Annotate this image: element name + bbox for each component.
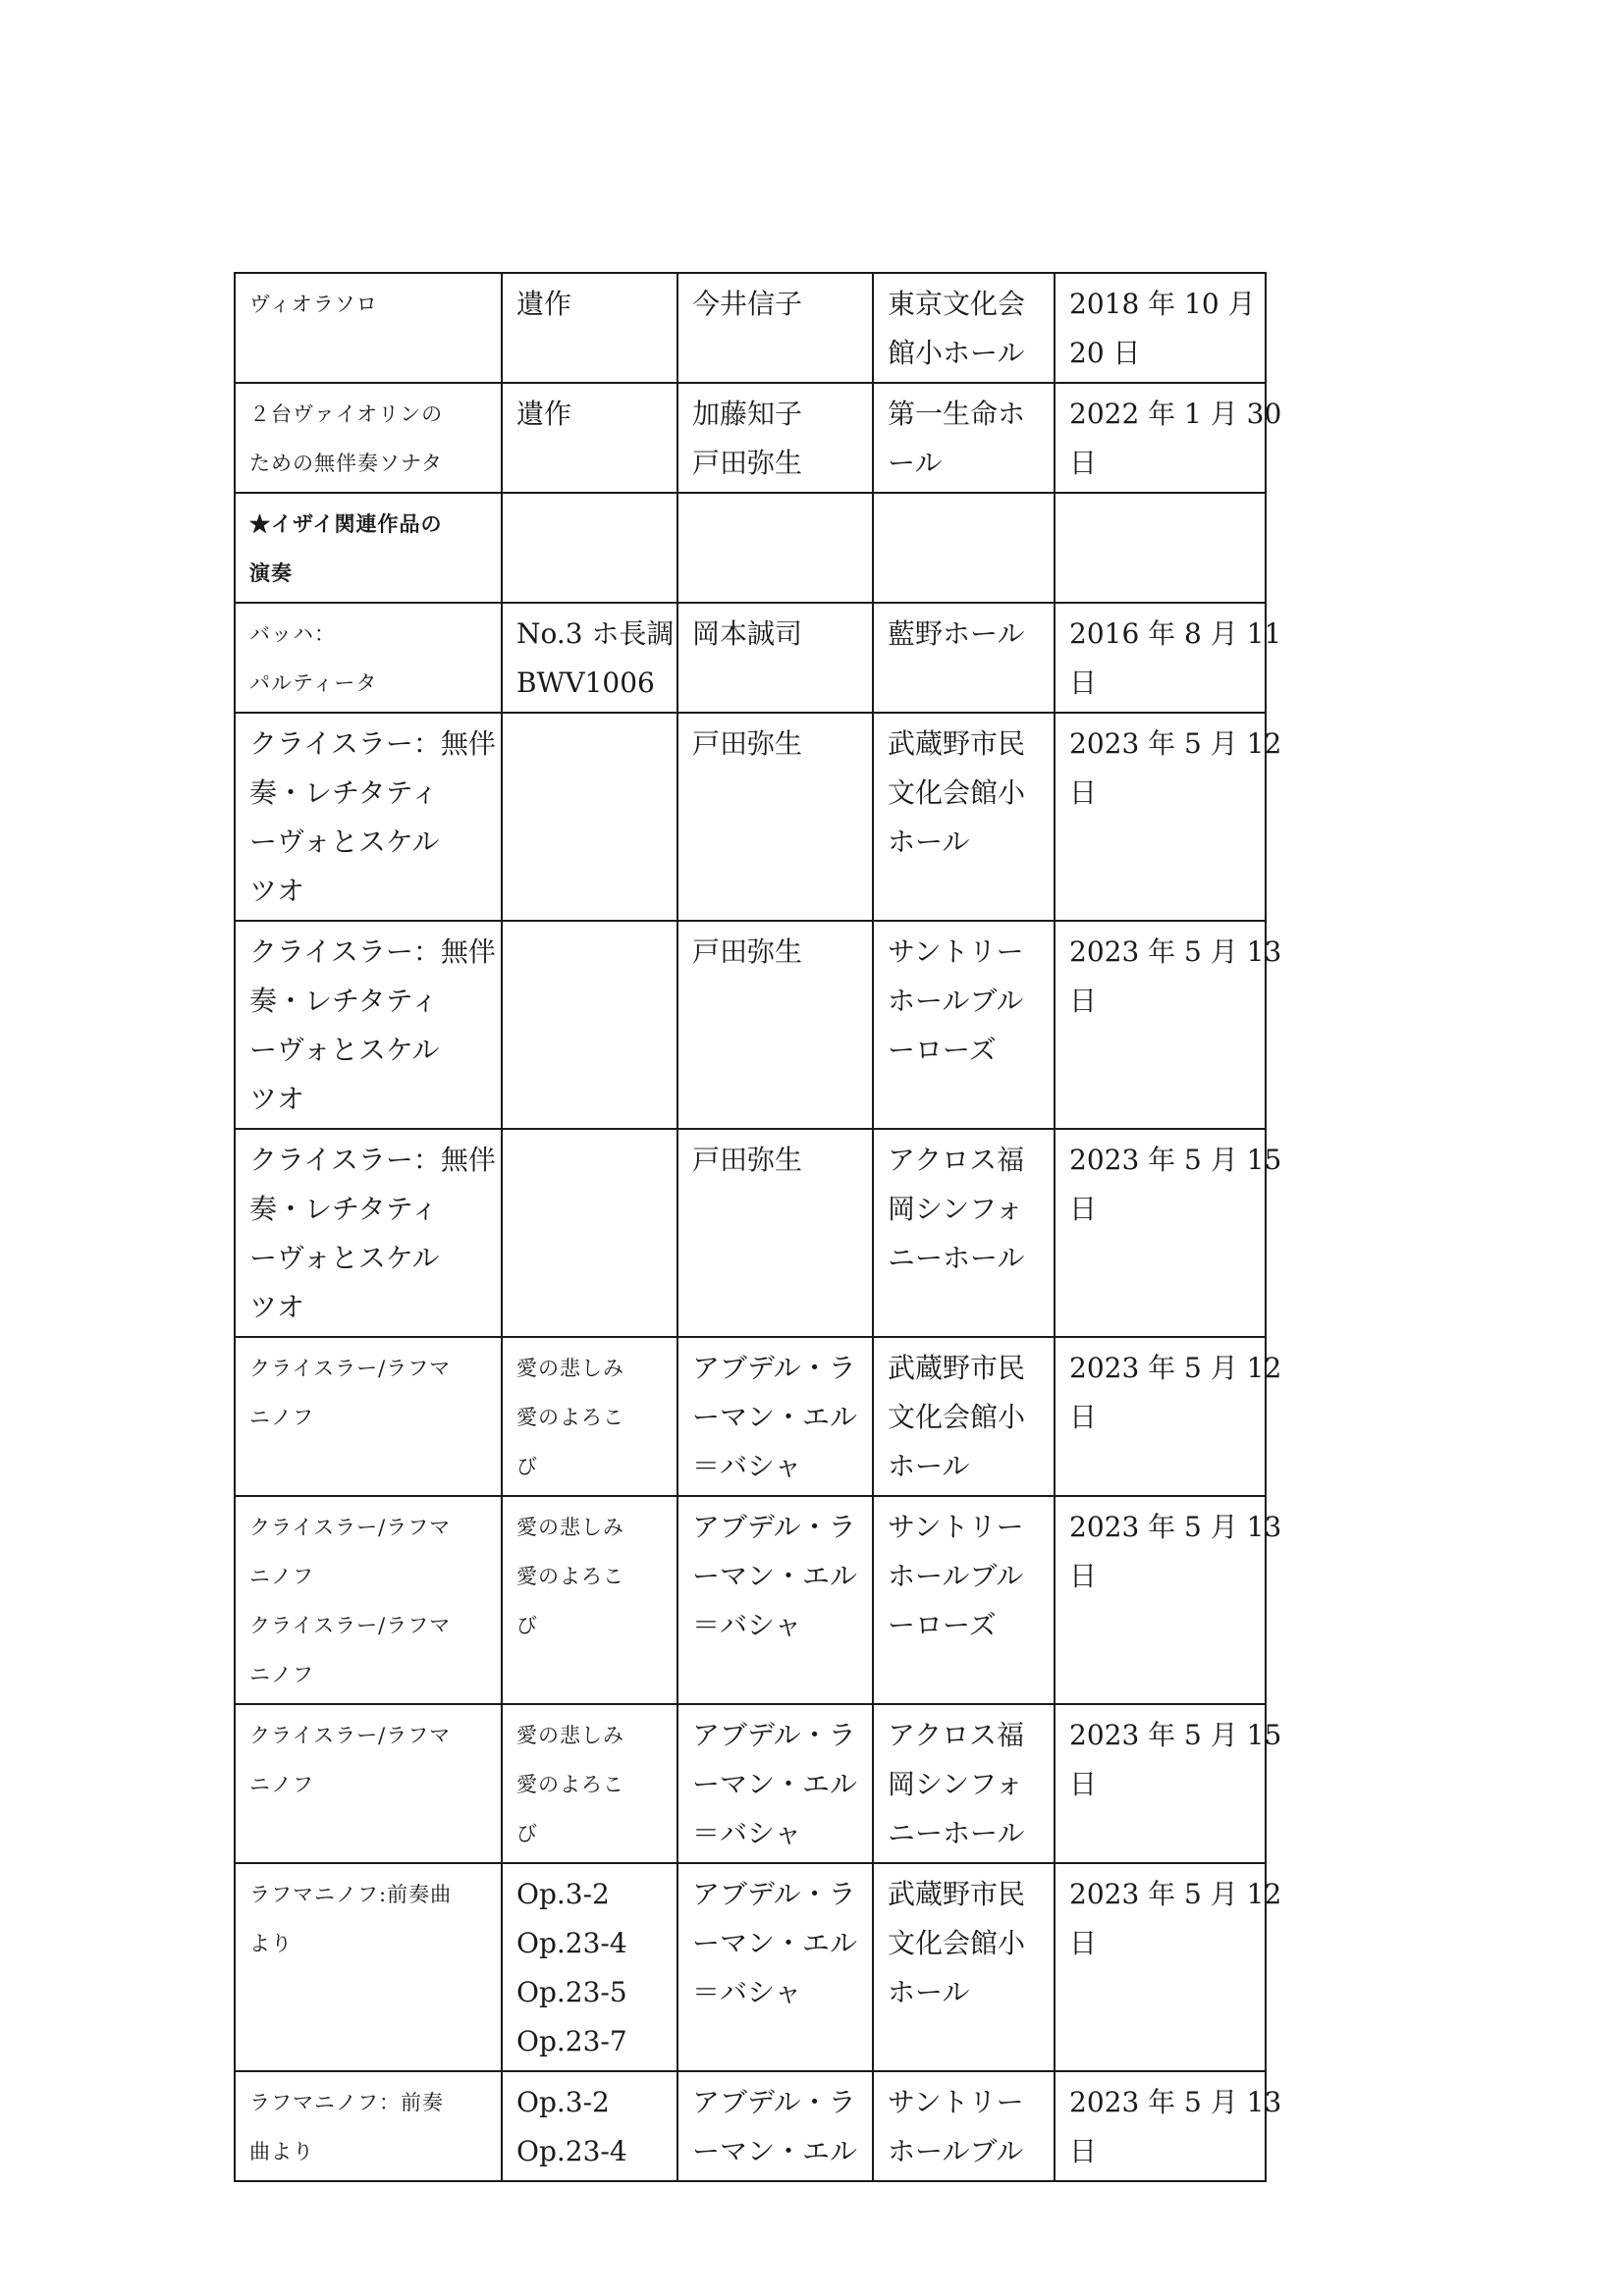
work-cell xyxy=(235,2071,502,2181)
cell-text-line: 今井信子 xyxy=(692,288,803,320)
performer-cell xyxy=(677,383,873,493)
cell-text-line: ヴィオラソロ xyxy=(249,293,378,316)
table-row xyxy=(235,1863,1266,2071)
cell-text-line: 岡本誠司 xyxy=(692,617,803,650)
venue-cell xyxy=(873,921,1055,1129)
work-cell xyxy=(235,1337,502,1496)
venue-cell xyxy=(873,603,1055,713)
cell-text-line: ーヴォとスケル xyxy=(249,1034,440,1066)
venue-cell xyxy=(873,1496,1055,1704)
cell-text-line: ーローズ xyxy=(888,1609,997,1641)
cell-text-line: 日 xyxy=(1069,985,1098,1017)
venue-cell xyxy=(873,1337,1055,1496)
cell-text-line: 2023 年 5 月 13 xyxy=(1069,2086,1282,2118)
cell-text-line: ニノフ xyxy=(249,1773,314,1796)
table-row xyxy=(235,273,1266,383)
performer-cell xyxy=(677,1129,873,1337)
cell-text-line: 日 xyxy=(1069,1927,1098,1959)
piece-cell xyxy=(502,2071,677,2181)
cell-text-line: 日 xyxy=(1069,1560,1098,1592)
cell-text-line: 2023 年 5 月 12 xyxy=(1069,727,1282,760)
cell-text-line: 2023 年 5 月 13 xyxy=(1069,1511,1282,1543)
date-cell xyxy=(1055,1704,1282,1863)
cell-text-line: サントリー xyxy=(888,2086,1024,2118)
cell-text-line: 日 xyxy=(1069,776,1098,809)
cell-text-line: サントリー xyxy=(888,1511,1024,1543)
table-row xyxy=(235,2071,1266,2181)
performer-cell xyxy=(677,2071,873,2181)
cell-text-line: ＝バシャ xyxy=(692,1609,802,1641)
cell-text-line: より xyxy=(249,1932,293,1955)
cell-text-line: ツオ xyxy=(249,1083,305,1115)
date-cell xyxy=(1055,713,1282,921)
piece-cell xyxy=(502,383,677,493)
cell-text-line: 2023 年 5 月 12 xyxy=(1069,1878,1282,1910)
table-body xyxy=(235,273,1282,2181)
cell-text-line: 2023 年 5 月 15 xyxy=(1069,1144,1282,1176)
performer-cell xyxy=(677,921,873,1129)
venue-cell xyxy=(873,1129,1055,1337)
cell-text-line: 戸田弥生 xyxy=(692,727,803,760)
cell-text-line: No.3 ホ長調 xyxy=(516,617,675,650)
cell-text-line: 日 xyxy=(1069,2135,1098,2167)
piece-cell xyxy=(502,1337,677,1496)
table-row xyxy=(235,603,1266,713)
cell-text-line: 藍野ホール xyxy=(888,617,1025,650)
cell-text-line: 第一生命ホ xyxy=(888,398,1026,430)
cell-text-line: アクロス福 xyxy=(888,1144,1025,1176)
cell-text-line: ホールブル xyxy=(888,985,1024,1017)
cell-text-line: 遺作 xyxy=(516,398,572,430)
cell-text-line: 岡シンフォ xyxy=(888,1193,1023,1225)
work-cell xyxy=(235,1496,502,1704)
performer-cell xyxy=(677,493,873,603)
cell-text-line: 演奏 xyxy=(249,561,293,585)
date-cell xyxy=(1055,273,1266,383)
cell-text-line: ホールブル xyxy=(888,2135,1024,2167)
cell-text-line: び xyxy=(516,1614,538,1637)
venue-cell xyxy=(873,1863,1055,2071)
cell-text-line: ーマン・エル xyxy=(692,2135,858,2167)
cell-text-line: ーマン・エル xyxy=(692,1768,858,1800)
cell-text-line: ーヴォとスケル xyxy=(249,826,440,858)
cell-text-line: 日 xyxy=(1069,447,1098,479)
cell-text-line: 加藤知子 xyxy=(692,398,803,430)
cell-text-line: ＝バシャ xyxy=(692,1976,802,2008)
cell-text-line: 2023 年 5 月 13 xyxy=(1069,935,1282,968)
cell-text-line: 岡シンフォ xyxy=(888,1768,1023,1800)
cell-text-line: クライスラー/ラフマ xyxy=(249,1357,452,1380)
work-cell xyxy=(235,1129,502,1337)
cell-text-line: ツオ xyxy=(249,1291,305,1323)
cell-text-line: び xyxy=(516,1822,538,1845)
cell-text-line: 戸田弥生 xyxy=(692,447,803,479)
cell-text-line: 文化会館小 xyxy=(888,776,1026,809)
performer-cell xyxy=(677,273,873,383)
cell-text-line: ホールブル xyxy=(888,1560,1024,1592)
cell-text-line: アブデル・ラ xyxy=(692,2086,856,2118)
cell-text-line: び xyxy=(516,1455,538,1478)
date-cell xyxy=(1055,1863,1282,2071)
cell-text-line: アブデル・ラ xyxy=(692,1878,856,1910)
cell-text-line: Op.3-2 xyxy=(516,2086,610,2118)
date-cell xyxy=(1055,921,1282,1129)
cell-text-line: 武蔵野市民 xyxy=(888,1352,1026,1384)
piece-cell xyxy=(502,921,677,1129)
venue-cell xyxy=(873,383,1055,493)
cell-text-line: 日 xyxy=(1069,667,1098,699)
cell-text-line: 日 xyxy=(1069,1401,1098,1433)
date-cell xyxy=(1055,603,1282,713)
date-cell xyxy=(1055,1129,1282,1337)
cell-text-line: ホール xyxy=(888,1976,970,2008)
cell-text-line: 文化会館小 xyxy=(888,1401,1026,1433)
cell-text-line: クライスラー：無伴 xyxy=(249,1144,496,1176)
date-cell xyxy=(1055,2071,1282,2181)
cell-text-line: 愛のよろこ xyxy=(516,1406,624,1429)
performer-cell xyxy=(677,603,873,713)
performer-cell xyxy=(677,1704,873,1863)
cell-text-line: アブデル・ラ xyxy=(692,1719,856,1751)
cell-text-line: ２台ヴァイオリンの xyxy=(249,402,444,426)
cell-text-line: 愛の悲しみ xyxy=(516,1724,624,1747)
cell-text-line: ホール xyxy=(888,826,970,858)
cell-text-line: 館小ホール xyxy=(888,337,1025,369)
cell-text-line: Op.23-4 xyxy=(516,2135,627,2167)
work-cell xyxy=(235,383,502,493)
cell-text-line: 日 xyxy=(1069,1193,1098,1225)
piece-cell xyxy=(502,603,677,713)
cell-text-line: 愛の悲しみ xyxy=(516,1516,624,1539)
piece-cell xyxy=(502,1704,677,1863)
venue-cell xyxy=(873,1704,1055,1863)
cell-text-line: 20 日 xyxy=(1069,337,1141,369)
cell-text-line: アブデル・ラ xyxy=(692,1511,856,1543)
table-row xyxy=(235,713,1266,921)
cell-text-line: BWV1006 xyxy=(516,667,655,699)
venue-cell xyxy=(873,713,1055,921)
cell-text-line: アクロス福 xyxy=(888,1719,1025,1751)
cell-text-line: 奏・レチタティ xyxy=(249,985,439,1017)
cell-text-line: 2023 年 5 月 15 xyxy=(1069,1719,1282,1751)
cell-text-line: 武蔵野市民 xyxy=(888,1878,1026,1910)
work-cell xyxy=(235,713,502,921)
cell-text-line: 2022 年 1 月 30 xyxy=(1069,398,1282,430)
table-row xyxy=(235,1337,1266,1496)
cell-text-line: ール xyxy=(888,447,943,479)
date-cell xyxy=(1055,383,1282,493)
cell-text-line: ★イザイ関連作品の xyxy=(249,511,443,536)
work-cell xyxy=(235,273,502,383)
cell-text-line: アブデル・ラ xyxy=(692,1352,856,1384)
cell-text-line: ーローズ xyxy=(888,1034,997,1066)
cell-text-line: パルティータ xyxy=(249,671,378,695)
cell-text-line: 文化会館小 xyxy=(888,1927,1026,1959)
performer-cell xyxy=(677,1863,873,2071)
piece-cell xyxy=(502,493,677,603)
performer-cell xyxy=(677,1337,873,1496)
cell-text-line: ＝バシャ xyxy=(692,1817,802,1849)
cell-text-line: 戸田弥生 xyxy=(692,1144,803,1176)
cell-text-line: 戸田弥生 xyxy=(692,935,803,968)
venue-cell xyxy=(873,2071,1055,2181)
cell-text-line: バッハ： xyxy=(249,622,336,646)
cell-text-line: クライスラー/ラフマ xyxy=(249,1516,452,1539)
cell-text-line: 遺作 xyxy=(516,288,572,320)
date-cell xyxy=(1055,1496,1282,1704)
cell-text-line: 東京文化会 xyxy=(888,288,1026,320)
table-row xyxy=(235,1704,1266,1863)
piece-cell xyxy=(502,1129,677,1337)
cell-text-line: ニノフ xyxy=(249,1406,314,1429)
cell-text-line: 愛の悲しみ xyxy=(516,1357,624,1380)
work-cell xyxy=(235,1863,502,2071)
work-cell xyxy=(235,921,502,1129)
cell-text-line: ホール xyxy=(888,1450,970,1482)
cell-text-line: 武蔵野市民 xyxy=(888,727,1026,760)
cell-text-line: 愛のよろこ xyxy=(516,1565,624,1588)
table-row xyxy=(235,383,1266,493)
cell-text-line: Op.23-7 xyxy=(516,2025,627,2057)
cell-text-line: ーマン・エル xyxy=(692,1401,858,1433)
cell-text-line: 日 xyxy=(1069,1768,1098,1800)
cell-text-line: 曲より xyxy=(249,2140,314,2163)
cell-text-line: ＝バシャ xyxy=(692,1450,802,1482)
piece-cell xyxy=(502,1863,677,2071)
cell-text-line: 2023 年 5 月 12 xyxy=(1069,1352,1282,1384)
cell-text-line: クライスラー/ラフマ xyxy=(249,1614,452,1637)
cell-text-line: クライスラー：無伴 xyxy=(249,727,496,760)
cell-text-line: ニノフ xyxy=(249,1663,314,1686)
cell-text-line: クライスラー：無伴 xyxy=(249,935,496,968)
cell-text-line: ラフマニノフ：前奏 xyxy=(249,2091,444,2114)
date-cell xyxy=(1055,493,1266,603)
work-cell xyxy=(235,603,502,713)
cell-text-line: ラフマニノフ:前奏曲 xyxy=(249,1883,453,1906)
performance-table xyxy=(234,272,1282,2182)
cell-text-line: ツオ xyxy=(249,875,305,907)
cell-text-line: Op.23-5 xyxy=(516,1976,627,2008)
table-row xyxy=(235,493,1266,603)
cell-text-line: ーヴォとスケル xyxy=(249,1242,440,1274)
cell-text-line: ための無伴奏ソナタ xyxy=(249,452,443,475)
cell-text-line: 奏・レチタティ xyxy=(249,776,439,809)
venue-cell xyxy=(873,493,1055,603)
table-row xyxy=(235,1496,1266,1704)
cell-text-line: ニーホール xyxy=(888,1817,1025,1849)
performer-cell xyxy=(677,1496,873,1704)
cell-text-line: 2018 年 10 月 xyxy=(1069,288,1256,320)
work-cell xyxy=(235,493,502,603)
table-row xyxy=(235,1129,1266,1337)
cell-text-line: 奏・レチタティ xyxy=(249,1193,439,1225)
piece-cell xyxy=(502,713,677,921)
cell-text-line: ニーホール xyxy=(888,1242,1025,1274)
performer-cell xyxy=(677,713,873,921)
cell-text-line: Op.23-4 xyxy=(516,1927,627,1959)
table-row xyxy=(235,921,1266,1129)
cell-text-line: 2016 年 8 月 11 xyxy=(1069,617,1282,650)
piece-cell xyxy=(502,1496,677,1704)
cell-text-line: サントリー xyxy=(888,935,1024,968)
cell-text-line: 愛のよろこ xyxy=(516,1773,624,1796)
work-cell xyxy=(235,1704,502,1863)
cell-text-line: Op.3-2 xyxy=(516,1878,610,1910)
piece-cell xyxy=(502,273,677,383)
date-cell xyxy=(1055,1337,1282,1496)
cell-text-line: ニノフ xyxy=(249,1565,314,1588)
cell-text-line: クライスラー/ラフマ xyxy=(249,1724,452,1747)
venue-cell xyxy=(873,273,1055,383)
cell-text-line: ーマン・エル xyxy=(692,1927,858,1959)
cell-text-line: ーマン・エル xyxy=(692,1560,858,1592)
